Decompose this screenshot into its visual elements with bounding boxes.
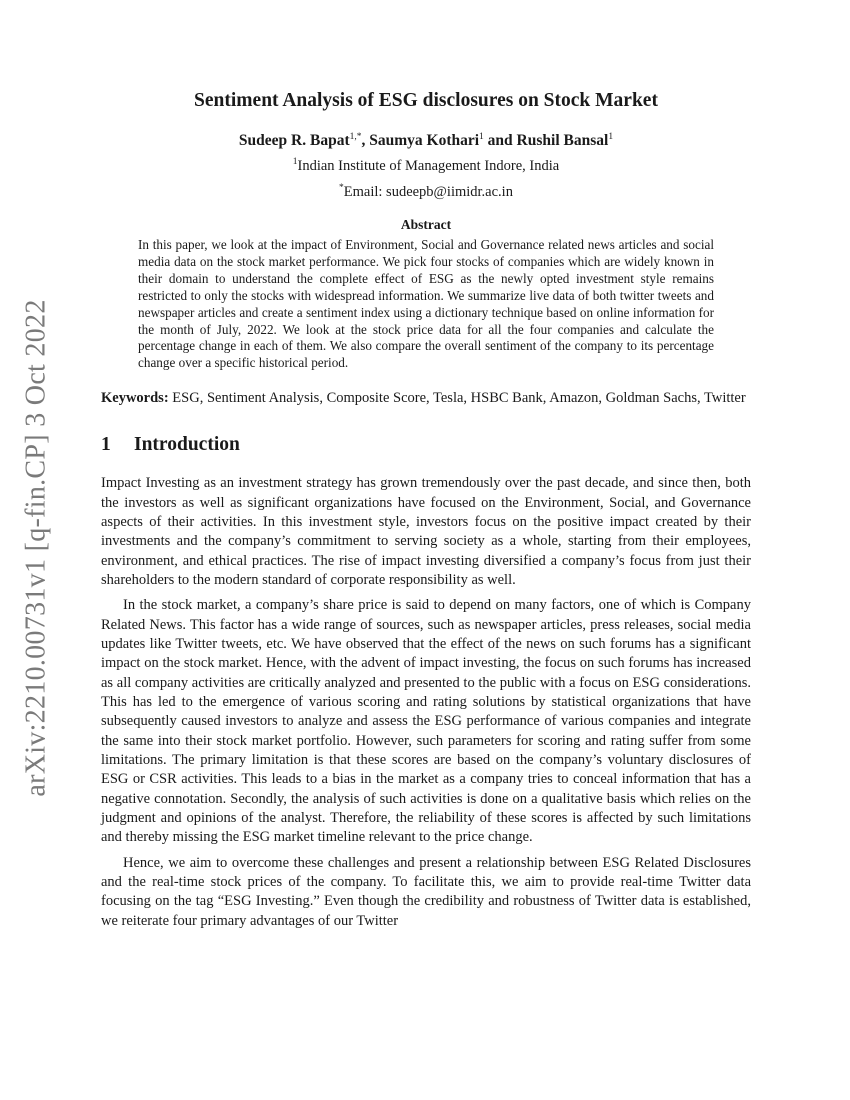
keywords-label: Keywords: — [101, 390, 169, 407]
author-affiliation-mark: 1,* — [349, 132, 362, 142]
affiliation-text: Indian Institute of Management Indore, India — [297, 158, 560, 174]
arxiv-sidebar — [14, 288, 60, 808]
abstract-heading: Abstract — [400, 217, 452, 232]
keywords-list: ESG, Sentiment Analysis, Composite Score, Tesla, HSBC Bank, Amazon, Goldman Sachs, Twitter — [172, 390, 746, 407]
author-affiliation-mark: 1 — [608, 132, 614, 142]
author-name: Rushil Bansal — [516, 132, 609, 149]
section-number: 1 — [101, 434, 111, 456]
affiliation — [101, 158, 751, 175]
contact-email — [101, 184, 751, 201]
keywords — [101, 388, 751, 408]
author-name: Saumya Kothari — [369, 132, 480, 149]
section-title: Introduction — [134, 434, 240, 456]
author-name: Sudeep R. Bapat — [238, 132, 350, 149]
email-mark: * — [339, 183, 344, 193]
paper-page — [101, 90, 751, 931]
affiliation-mark: 1 — [292, 157, 298, 167]
body-paragraph: Impact Investing as an investment strategy has grown tremendously over the past decade, and since then, both the investors as well as significant organizations have focused on the Environment, Social, and Governance aspects of their activities. In this investment style, investors focus on the positive impact created by their investments and the company’s commitment to serving society as a whole, starting from their employees, environment, and ethical practices. The rise of impact investing diversified a company’s focus from just their shareholders to the modern standard of corporate responsibility as well. — [101, 475, 751, 588]
body-paragraph: In the stock market, a company’s share price is said to depend on many factors, one of which is Company Related News. This factor has a wide range of sources, such as newspaper articles, press releases, social media updates like Twitter tweets, etc. We have observed that the effect of the news on such forums has a significant impact on the stock market. Hence, with the advent of impact investing, the focus on such forums has increased as all company activities are critically analyzed and presented to the public with a focus on ESG considerations. This has led to the emergence of various scoring and rating solutions by statistical organizations that have subsequently caused investors to analyze and assess the ESG performance of various companies and integrate the same into their stock market portfolio. However, such parameters for scoring and rating suffer from some limitations. The primary limitation is that these scores are based on the company’s voluntary disclosures of ESG or CSR activities. This leads to a bias in the market as a company tries to conceal information that has a negative connotation. Secondly, the analysis of such activities is done on a qualitative basis which relies on the judgment and opinions of the analyst. Therefore, the reliability of these scores is affected by such limitations and thereby missing the ESG market timeline relevant to the price change. — [101, 597, 751, 846]
email-text: Email: sudeepb@iimidr.ac.in — [343, 184, 513, 200]
author-list — [101, 132, 751, 150]
abstract-text: In this paper, we look at the impact of Environment, Social and Governance related news articles and social media data on the stock market performance. We pick four stocks of companies which are widely known in their domain to understand the complete effect of ESG as the newly opted investment style remains restricted to only the stocks with widespread information. We summarize live data of both twitter tweets and newspaper articles and create a sentiment index using a dictionary technique based on online information for the month of July, 2022. We look at the stock price data for all the four companies and calculate the percentage change in each of them. We also compare the overall sentiment of the company to its percentage change over a specific historical period. — [138, 237, 714, 371]
author-separator: , — [361, 132, 370, 149]
author-affiliation-mark: 1 — [479, 132, 484, 142]
arxiv-identifier: arXiv:2210.00731v1 [q-fin.CP] 3 Oct 2022 — [21, 299, 53, 797]
author-separator: and — [483, 132, 517, 149]
section-heading — [101, 434, 751, 456]
body-paragraph: Hence, we aim to overcome these challenges and present a relationship between ESG Related Disclosures and the real-time stock prices of the company. To facilitate this, we aim to provide real-time Twitter data focusing on the tag “ESG Investing.” Even though the credibility and robustness of Twitter data is established, we reiterate four primary advantages of our Twitter — [101, 854, 751, 929]
paper-title: Sentiment Analysis of ESG disclosures on Stock Market — [194, 90, 658, 111]
